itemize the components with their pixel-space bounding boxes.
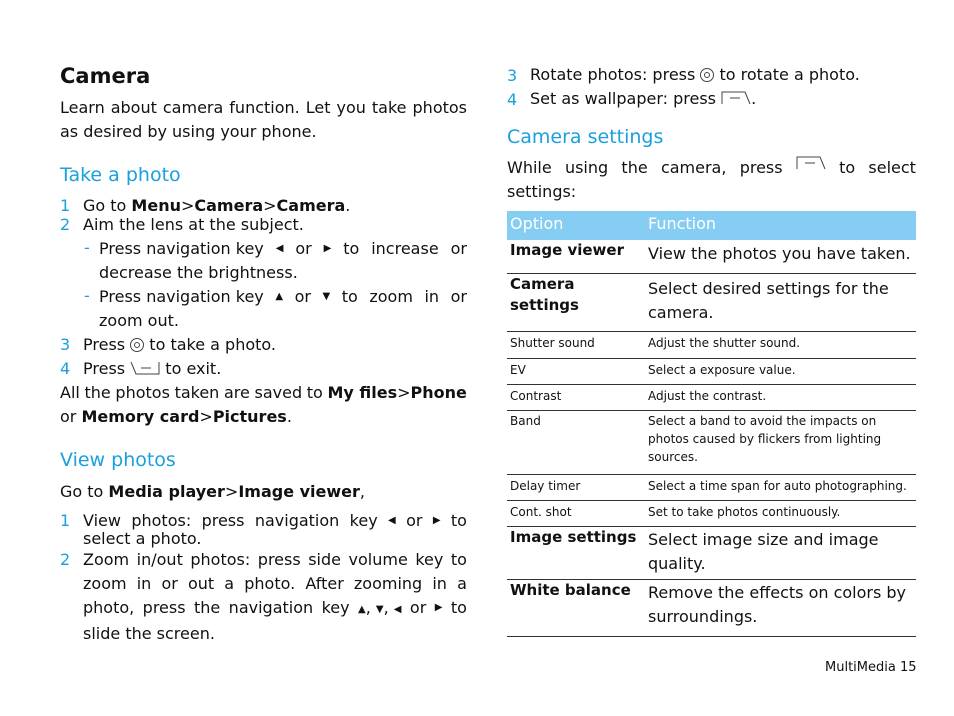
page-footer <box>825 660 917 675</box>
page-number: 15 <box>899 660 917 675</box>
softkey-icon <box>721 91 751 105</box>
rotate-photos-step: Rotate photos: press to rotate a photo. <box>530 65 860 84</box>
function-cell: Remove the effects on colors by surroundings. <box>645 579 916 636</box>
table-row <box>507 331 916 358</box>
take-photo-step-1: Go to Menu>Camera>Camera. <box>83 196 351 215</box>
left-arrow-icon: ◀ <box>388 515 396 526</box>
take-photo-step-4: Press to exit. <box>83 359 222 378</box>
table-row <box>507 526 916 579</box>
heading-take-photo: Take a photo <box>60 164 181 186</box>
ok-key-icon <box>130 338 144 352</box>
table-row <box>507 358 916 384</box>
step-number: 1 <box>60 511 71 530</box>
right-arrow-icon: ▶ <box>432 515 441 526</box>
option-cell: Image settings <box>507 526 645 579</box>
ok-key-icon <box>700 68 714 82</box>
step-number: 4 <box>60 359 71 378</box>
up-arrow-icon: ▲ <box>358 604 366 615</box>
table-row <box>507 273 916 331</box>
function-cell: View the photos you have taken. <box>645 240 916 273</box>
option-cell: Shutter sound <box>507 331 645 358</box>
footer-section: MultiMedia <box>825 660 896 675</box>
set-wallpaper-step: Set as wallpaper: press . <box>530 89 757 108</box>
table-row <box>507 384 916 410</box>
softkey-icon <box>796 156 826 170</box>
right-arrow-icon: ▶ <box>434 602 443 613</box>
camera-intro: Learn about camera function. Let you take photos as desired by using your phone. <box>60 98 467 141</box>
option-cell: Contrast <box>507 384 645 410</box>
camera-settings-table <box>507 211 916 637</box>
option-cell: Band <box>507 410 645 474</box>
take-photo-step-3: Press to take a photo. <box>83 335 276 354</box>
page-title: Camera <box>60 64 151 88</box>
function-cell: Adjust the contrast. <box>645 384 916 410</box>
camera-settings-intro: While using the camera, press to select settings: <box>507 158 916 201</box>
option-cell: Camera settings <box>507 273 645 331</box>
up-arrow-icon: ▲ <box>275 291 284 302</box>
step-number: 3 <box>507 66 518 85</box>
function-cell: Select a exposure value. <box>645 358 916 384</box>
step-number: 3 <box>60 335 71 354</box>
view-photos-step-1: View photos: press navigation key ◀ or ▶ to select a photo. <box>83 511 467 548</box>
take-photo-step-2: Aim the lens at the subject. <box>83 215 304 234</box>
photos-saved-note: All the photos taken are saved to My files>Phone or Memory card>Pictures. <box>60 383 467 426</box>
down-arrow-icon: ▼ <box>322 291 331 302</box>
option-cell: Cont. shot <box>507 500 645 526</box>
table-row <box>507 474 916 500</box>
option-cell: Delay timer <box>507 474 645 500</box>
step-number: 2 <box>60 215 71 234</box>
option-cell: White balance <box>507 579 645 636</box>
function-cell: Set to take photos continuously. <box>645 500 916 526</box>
right-arrow-icon: ▶ <box>323 243 332 254</box>
bullet-dash: - <box>84 286 90 305</box>
table-row <box>507 240 916 273</box>
column-header-function: Function <box>645 211 916 240</box>
function-cell: Select image size and image quality. <box>645 526 916 579</box>
down-arrow-icon: ▼ <box>375 604 384 615</box>
function-cell: Select a time span for auto photographing. <box>645 474 916 500</box>
table-row <box>507 579 916 636</box>
option-cell: EV <box>507 358 645 384</box>
heading-camera-settings: Camera settings <box>507 126 664 148</box>
view-photos-step-2: Zoom in/out photos: press side volume key to zoom in or out a photo. After zooming in a photo, press the navigation key ▲, ▼, ◀ or ▶ to slide the screen. <box>83 550 467 643</box>
function-cell: Adjust the shutter sound. <box>645 331 916 358</box>
function-cell: Select a band to avoid the impacts on photos caused by flickers from lighting sources. <box>645 410 916 474</box>
table-row <box>507 500 916 526</box>
column-header-option: Option <box>507 211 645 240</box>
step-number: 1 <box>60 196 71 215</box>
step-number: 4 <box>507 90 518 109</box>
heading-view-photos: View photos <box>60 449 176 471</box>
step-number: 2 <box>60 550 71 569</box>
option-cell: Image viewer <box>507 240 645 273</box>
left-arrow-icon: ◀ <box>393 604 402 615</box>
take-photo-sub-2: Press navigation key ▲ or ▼ to zoom in or zoom out. <box>99 287 467 330</box>
table-row <box>507 410 916 474</box>
function-cell: Select desired settings for the camera. <box>645 273 916 331</box>
bullet-dash: - <box>84 238 90 257</box>
left-arrow-icon: ◀ <box>275 243 284 254</box>
table-header-row <box>507 211 916 240</box>
softkey-icon <box>130 361 160 375</box>
take-photo-sub-1: Press navigation key ◀ or ▶ to increase or decrease the brightness. <box>99 239 467 282</box>
view-photos-goto: Go to Media player>Image viewer, <box>60 482 366 501</box>
